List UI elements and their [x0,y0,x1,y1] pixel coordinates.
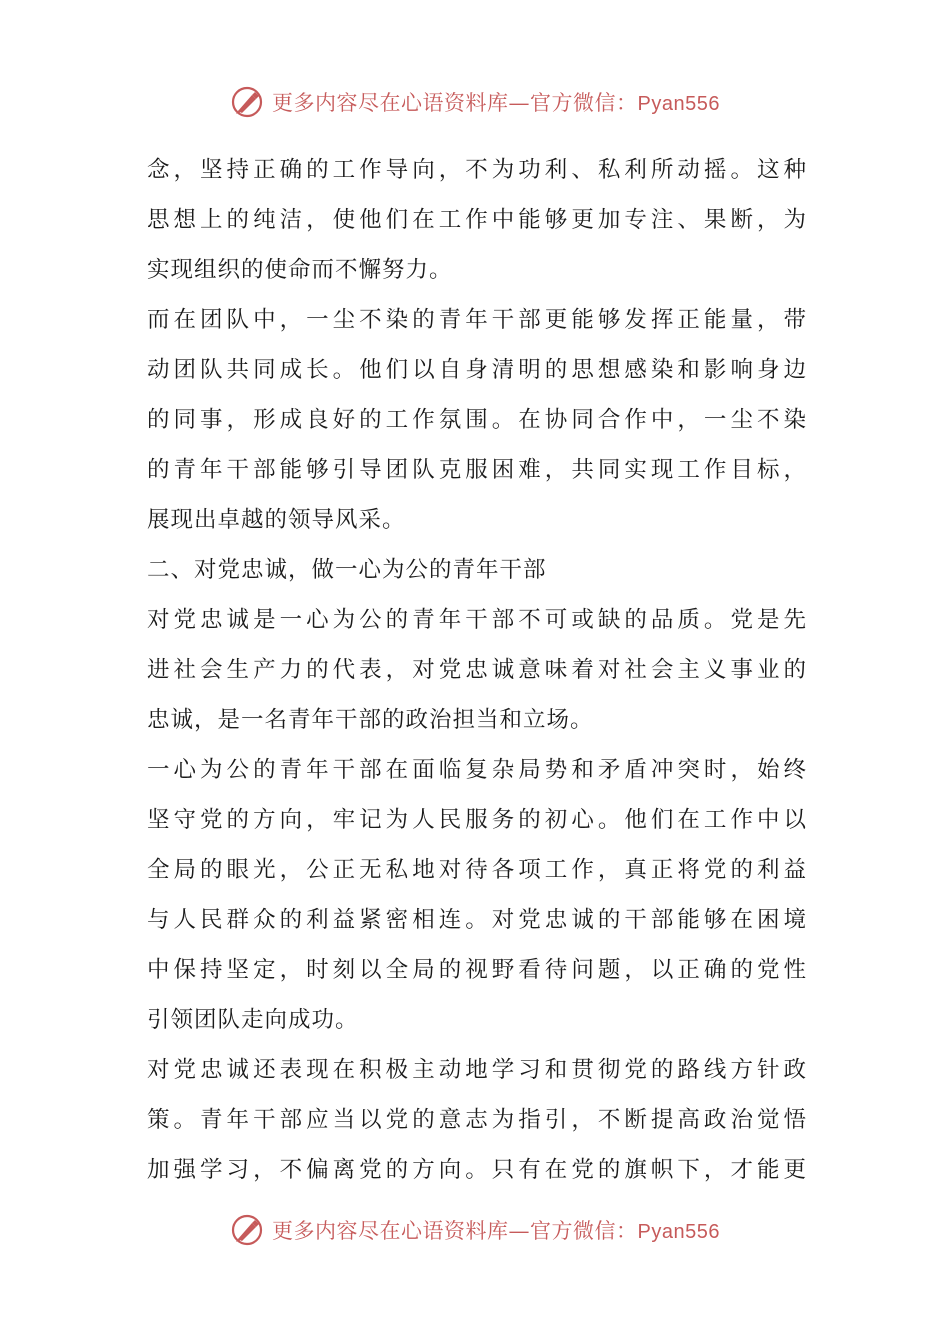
text-line: 念，坚持正确的工作导向，不为功利、私利所动摇。这种 [147,157,807,183]
text-line: 进社会生产力的代表，对党忠诚意味着对社会主义事业的 [147,657,807,683]
paragraph [147,295,807,545]
text-line: 展现出卓越的领导风采。 [147,507,406,533]
text-line: 策。青年干部应当以党的意志为指引，不断提高政治觉悟 [147,1107,807,1133]
text-line: 引领团队走向成功。 [147,1007,359,1033]
text-line: 中保持坚定，时刻以全局的视野看待问题，以正确的党性 [147,957,807,983]
footer-banner-text: 更多内容尽在心语资料库—官方微信：Pyan556 [272,1219,720,1243]
paragraph [147,145,807,295]
section-heading [147,545,807,595]
text-line: 忠诚，是一名青年干部的政治担当和立场。 [147,707,594,733]
paragraph [147,745,807,1045]
heading-text: 二、对党忠诚，做一心为公的青年干部 [147,557,547,583]
text-line: 与人民群众的利益紧密相连。对党忠诚的干部能够在困境 [147,907,807,933]
header-banner-text: 更多内容尽在心语资料库—官方微信：Pyan556 [272,91,720,115]
text-line: 动团队共同成长。他们以自身清明的思想感染和影响身边 [147,357,807,383]
document-body [147,145,807,1195]
text-line: 坚守党的方向，牢记为人民服务的初心。他们在工作中以 [147,807,807,833]
text-line: 的同事，形成良好的工作氛围。在协同合作中，一尘不染 [147,407,807,433]
pen-logo-icon [230,1213,264,1247]
paragraph [147,1045,807,1195]
text-line: 思想上的纯洁，使他们在工作中能够更加专注、果断，为 [147,207,807,233]
footer-banner [0,1210,950,1250]
text-line: 的青年干部能够引导团队克服困难，共同实现工作目标， [147,457,807,483]
text-line: 一心为公的青年干部在面临复杂局势和矛盾冲突时，始终 [147,757,807,783]
header-banner [0,82,950,122]
text-line: 对党忠诚还表现在积极主动地学习和贯彻党的路线方针政 [147,1057,807,1083]
paragraph [147,595,807,745]
text-line: 实现组织的使命而不懈努力。 [147,257,453,283]
text-line: 全局的眼光，公正无私地对待各项工作，真正将党的利益 [147,857,807,883]
text-line: 加强学习，不偏离党的方向。只有在党的旗帜下，才能更 [147,1157,807,1183]
text-line: 而在团队中，一尘不染的青年干部更能够发挥正能量，带 [147,307,807,333]
pen-logo-icon [230,85,264,119]
text-line: 对党忠诚是一心为公的青年干部不可或缺的品质。党是先 [147,607,807,633]
